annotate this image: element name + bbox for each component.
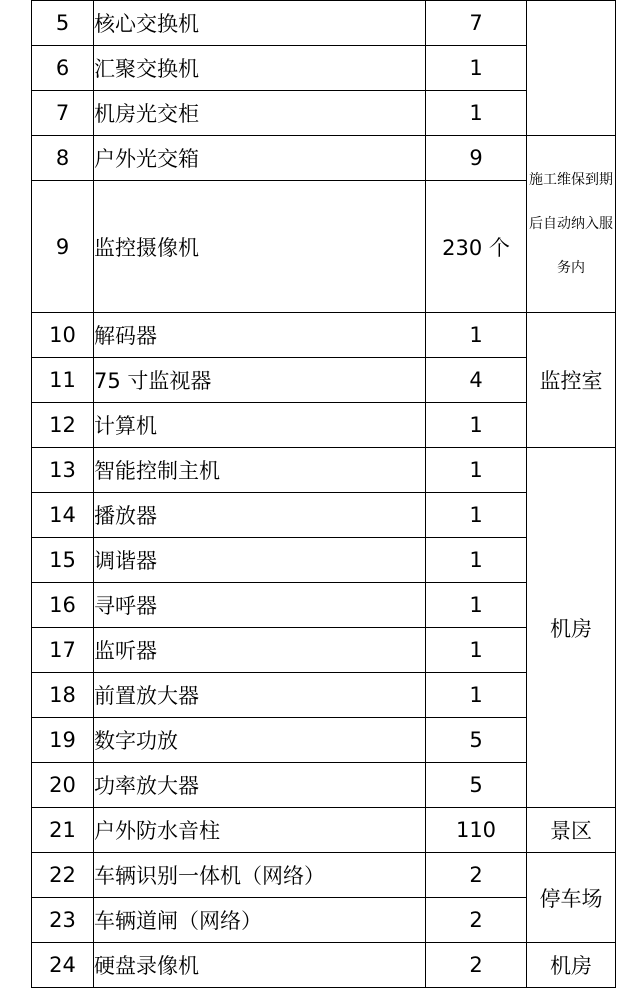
quantity: 7 <box>426 1 527 46</box>
equipment-name: 硬盘录像机 <box>94 943 426 988</box>
row-number: 7 <box>32 91 94 136</box>
row-number: 15 <box>32 538 94 583</box>
row-number: 9 <box>32 181 94 313</box>
quantity: 1 <box>426 673 527 718</box>
row-number: 10 <box>32 313 94 358</box>
quantity: 230 个 <box>426 181 527 313</box>
table-row <box>32 853 616 898</box>
row-number: 13 <box>32 448 94 493</box>
row-number: 11 <box>32 358 94 403</box>
equipment-name: 播放器 <box>94 493 426 538</box>
quantity: 1 <box>426 628 527 673</box>
row-number: 23 <box>32 898 94 943</box>
quantity: 1 <box>426 91 527 136</box>
equipment-name: 核心交换机 <box>94 1 426 46</box>
row-number: 8 <box>32 136 94 181</box>
equipment-name: 寻呼器 <box>94 583 426 628</box>
equipment-name: 机房光交柜 <box>94 91 426 136</box>
quantity: 1 <box>426 493 527 538</box>
quantity: 1 <box>426 403 527 448</box>
equipment-name: 调谐器 <box>94 538 426 583</box>
quantity: 1 <box>426 313 527 358</box>
location-machine-room: 机房 <box>527 448 616 808</box>
row-number: 22 <box>32 853 94 898</box>
quantity: 5 <box>426 718 527 763</box>
row-number: 18 <box>32 673 94 718</box>
row-number: 21 <box>32 808 94 853</box>
row-number: 19 <box>32 718 94 763</box>
equipment-name: 车辆道闸（网络） <box>94 898 426 943</box>
quantity: 1 <box>426 46 527 91</box>
quantity: 1 <box>426 448 527 493</box>
equipment-name: 户外光交箱 <box>94 136 426 181</box>
table-row <box>32 313 616 358</box>
row-number: 14 <box>32 493 94 538</box>
quantity: 2 <box>426 943 527 988</box>
equipment-table <box>31 0 616 988</box>
equipment-name: 监控摄像机 <box>94 181 426 313</box>
quantity: 1 <box>426 583 527 628</box>
row-number: 6 <box>32 46 94 91</box>
equipment-name: 解码器 <box>94 313 426 358</box>
location-monitor-room: 监控室 <box>527 313 616 448</box>
quantity: 5 <box>426 763 527 808</box>
row-number: 24 <box>32 943 94 988</box>
table-row <box>32 943 616 988</box>
location-machine-room-2: 机房 <box>527 943 616 988</box>
quantity: 2 <box>426 898 527 943</box>
table-row <box>32 136 616 181</box>
quantity: 1 <box>426 538 527 583</box>
location-scenic-area: 景区 <box>527 808 616 853</box>
location-construction-note: 施工维保到期后自动纳入服务内 <box>527 136 616 313</box>
quantity: 9 <box>426 136 527 181</box>
equipment-name: 数字功放 <box>94 718 426 763</box>
equipment-name: 监听器 <box>94 628 426 673</box>
location-cell-empty <box>527 1 616 136</box>
equipment-name: 智能控制主机 <box>94 448 426 493</box>
equipment-name: 计算机 <box>94 403 426 448</box>
quantity: 2 <box>426 853 527 898</box>
table-row <box>32 808 616 853</box>
equipment-name: 功率放大器 <box>94 763 426 808</box>
quantity: 4 <box>426 358 527 403</box>
row-number: 5 <box>32 1 94 46</box>
quantity: 110 <box>426 808 527 853</box>
equipment-name: 汇聚交换机 <box>94 46 426 91</box>
row-number: 17 <box>32 628 94 673</box>
equipment-name: 车辆识别一体机（网络） <box>94 853 426 898</box>
equipment-name: 户外防水音柱 <box>94 808 426 853</box>
equipment-name: 75 寸监视器 <box>94 358 426 403</box>
table-row <box>32 1 616 46</box>
row-number: 12 <box>32 403 94 448</box>
row-number: 20 <box>32 763 94 808</box>
equipment-name: 前置放大器 <box>94 673 426 718</box>
location-parking: 停车场 <box>527 853 616 943</box>
table-row <box>32 448 616 493</box>
row-number: 16 <box>32 583 94 628</box>
